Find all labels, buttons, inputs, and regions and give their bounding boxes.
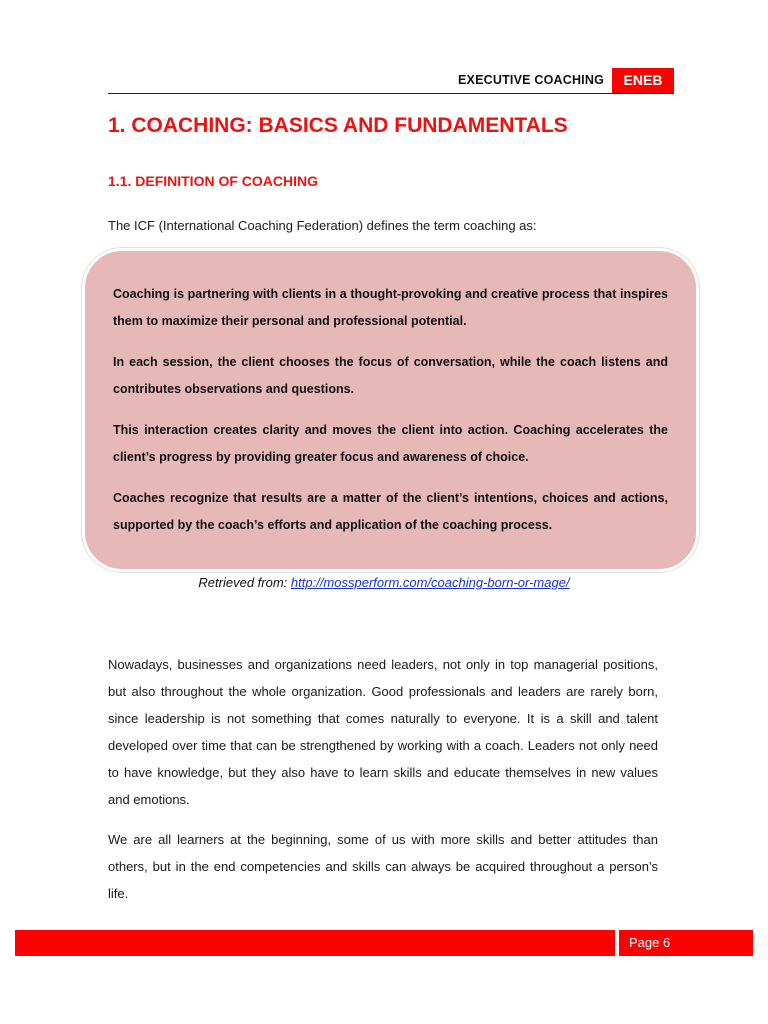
definition-quote-box [82, 248, 699, 572]
quote-paragraph: Coaching is partnering with clients in a thought-provoking and creative process that inspires them to maximize their personal and professional potential. [113, 287, 668, 328]
quote-paragraph: Coaches recognize that results are a matter of the client’s intentions, choices and actions, supported by the coach’s efforts and application of the coaching process. [113, 491, 668, 532]
page-header [108, 68, 674, 94]
body-paragraph: Nowadays, businesses and organizations need leaders, not only in top managerial positions, but also throughout the whole organization. Good professionals and leaders are rarely born, since leadership is not something that comes naturally to everyone. It is a skill and talent developed over time that can be strengthened by working with a coach. Leaders not only need to have knowledge, but they also have to learn skills and educate themselves in new values and emotions. [108, 657, 658, 807]
quote-paragraph: In each session, the client chooses the focus of conversation, while the coach listens and contributes observations and questions. [113, 355, 668, 396]
header-divider [108, 93, 674, 94]
page-number: Page 6 [619, 930, 753, 956]
footer-bar [15, 930, 615, 956]
subsection-heading: 1.1. DEFINITION OF COACHING [108, 173, 319, 189]
body-paragraph: We are all learners at the beginning, some of us with more skills and better attitudes than others, but in the end competencies and skills can always be acquired throughout a person's life. [108, 832, 658, 901]
header-logo-badge: ENEB [612, 68, 674, 93]
section-heading: 1. COACHING: BASICS AND FUNDAMENTALS [108, 114, 568, 137]
quote-paragraph: This interaction creates clarity and moves the client into action. Coaching accelerates the client’s progress by providing greater focus and awareness of choice. [113, 423, 668, 464]
header-title: EXECUTIVE COACHING [458, 73, 604, 87]
source-link[interactable]: http://mossperform.com/coaching-born-or-mage/ [290, 575, 570, 590]
source-prefix: Retrieved from: [198, 575, 291, 590]
intro-text: The ICF (International Coaching Federation) defines the term coaching as: [108, 218, 537, 233]
source-citation [0, 575, 768, 590]
